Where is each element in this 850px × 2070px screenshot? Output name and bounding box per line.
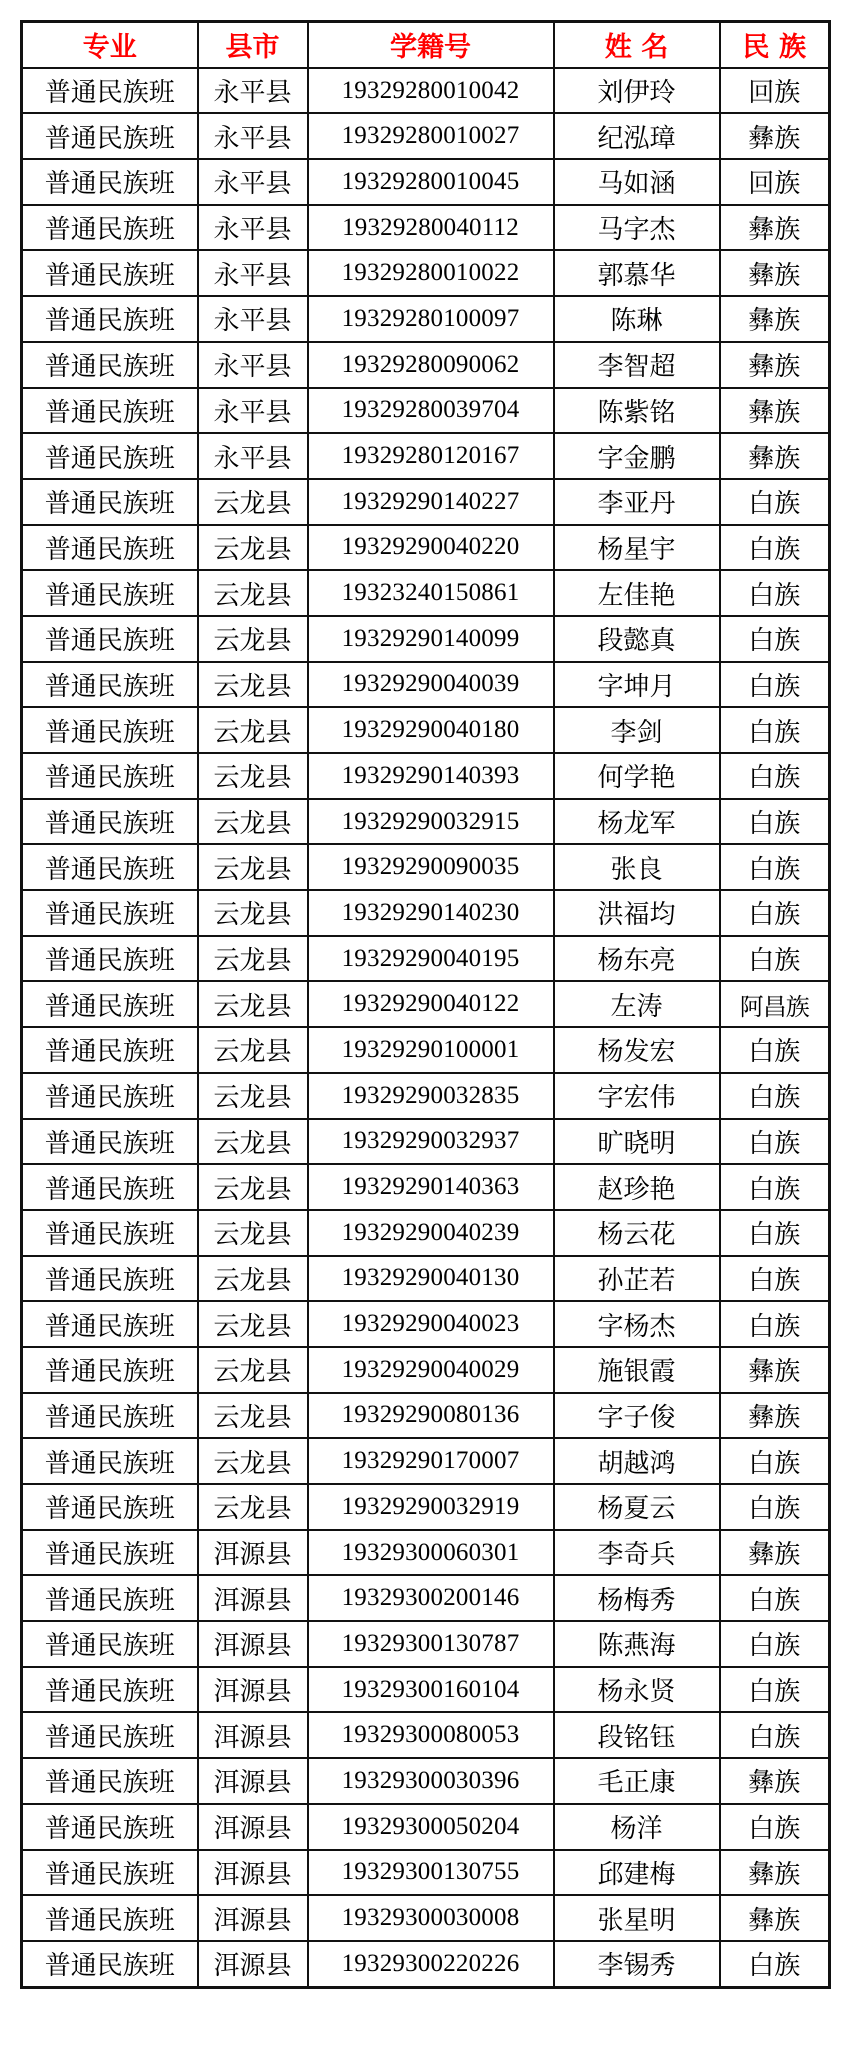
cell-county: 云龙县 (198, 616, 308, 662)
cell-ethnicity: 彝族 (720, 1393, 830, 1439)
cell-name: 李锡秀 (554, 1941, 720, 1987)
cell-county: 云龙县 (198, 890, 308, 936)
cell-name: 杨夏云 (554, 1484, 720, 1530)
cell-name: 字坤月 (554, 662, 720, 708)
cell-name: 杨云花 (554, 1210, 720, 1256)
cell-major: 普通民族班 (22, 936, 198, 982)
cell-county: 永平县 (198, 342, 308, 388)
cell-county: 永平县 (198, 205, 308, 251)
cell-county: 云龙县 (198, 1119, 308, 1165)
table-row (22, 1119, 830, 1165)
cell-county: 云龙县 (198, 1347, 308, 1393)
cell-student-id: 19329300060301 (308, 1530, 554, 1576)
cell-name: 李智超 (554, 342, 720, 388)
cell-major: 普通民族班 (22, 1301, 198, 1347)
cell-name: 邱建梅 (554, 1850, 720, 1896)
cell-major: 普通民族班 (22, 250, 198, 296)
cell-student-id: 19329300220226 (308, 1941, 554, 1987)
cell-student-id: 19329290032835 (308, 1073, 554, 1119)
table-row (22, 113, 830, 159)
cell-county: 洱源县 (198, 1850, 308, 1896)
cell-ethnicity: 白族 (720, 1027, 830, 1073)
cell-name: 字宏伟 (554, 1073, 720, 1119)
cell-major: 普通民族班 (22, 205, 198, 251)
table-row (22, 799, 830, 845)
cell-ethnicity: 回族 (720, 159, 830, 205)
cell-name: 段懿真 (554, 616, 720, 662)
cell-student-id: 19329290040023 (308, 1301, 554, 1347)
cell-student-id: 19329280039704 (308, 388, 554, 434)
table-row (22, 1850, 830, 1896)
cell-major: 普通民族班 (22, 799, 198, 845)
table-row (22, 1712, 830, 1758)
cell-name: 杨梅秀 (554, 1575, 720, 1621)
table-row (22, 433, 830, 479)
cell-name: 洪福均 (554, 890, 720, 936)
table-row (22, 1027, 830, 1073)
cell-name: 李奇兵 (554, 1530, 720, 1576)
cell-major: 普通民族班 (22, 1119, 198, 1165)
table-row (22, 1393, 830, 1439)
cell-student-id: 19329290040122 (308, 981, 554, 1027)
header-county: 县市 (198, 22, 308, 68)
cell-student-id: 19329290140227 (308, 479, 554, 525)
cell-name: 李亚丹 (554, 479, 720, 525)
table-row (22, 1347, 830, 1393)
cell-major: 普通民族班 (22, 1393, 198, 1439)
cell-major: 普通民族班 (22, 1621, 198, 1667)
cell-ethnicity: 白族 (720, 1210, 830, 1256)
cell-name: 杨龙军 (554, 799, 720, 845)
cell-ethnicity: 白族 (720, 707, 830, 753)
cell-name: 施银霞 (554, 1347, 720, 1393)
cell-county: 云龙县 (198, 662, 308, 708)
cell-ethnicity: 白族 (720, 936, 830, 982)
cell-ethnicity: 白族 (720, 890, 830, 936)
cell-county: 云龙县 (198, 479, 308, 525)
cell-ethnicity: 白族 (720, 570, 830, 616)
table-row (22, 296, 830, 342)
cell-county: 云龙县 (198, 1301, 308, 1347)
cell-county: 永平县 (198, 433, 308, 479)
cell-major: 普通民族班 (22, 113, 198, 159)
cell-student-id: 19329300030396 (308, 1758, 554, 1804)
cell-student-id: 19329300080053 (308, 1712, 554, 1758)
cell-student-id: 19329290040180 (308, 707, 554, 753)
cell-county: 云龙县 (198, 1484, 308, 1530)
cell-ethnicity: 白族 (720, 1804, 830, 1850)
cell-name: 赵珍艳 (554, 1164, 720, 1210)
cell-name: 左佳艳 (554, 570, 720, 616)
table-row (22, 1530, 830, 1576)
cell-name: 陈紫铭 (554, 388, 720, 434)
cell-ethnicity: 彝族 (720, 205, 830, 251)
table-row (22, 753, 830, 799)
table-row (22, 1256, 830, 1302)
cell-student-id: 19329280010042 (308, 68, 554, 114)
cell-name: 胡越鸿 (554, 1438, 720, 1484)
cell-major: 普通民族班 (22, 479, 198, 525)
cell-county: 洱源县 (198, 1941, 308, 1987)
table-header (22, 22, 830, 68)
table-row (22, 662, 830, 708)
cell-county: 洱源县 (198, 1530, 308, 1576)
cell-county: 永平县 (198, 388, 308, 434)
cell-student-id: 19329290140393 (308, 753, 554, 799)
cell-county: 永平县 (198, 113, 308, 159)
table-row (22, 68, 830, 114)
cell-student-id: 19329290080136 (308, 1393, 554, 1439)
cell-ethnicity: 白族 (720, 1256, 830, 1302)
table-row (22, 1210, 830, 1256)
cell-major: 普通民族班 (22, 1895, 198, 1941)
cell-student-id: 19329300160104 (308, 1667, 554, 1713)
cell-ethnicity: 彝族 (720, 250, 830, 296)
cell-student-id: 19329290040239 (308, 1210, 554, 1256)
cell-county: 洱源县 (198, 1712, 308, 1758)
cell-major: 普通民族班 (22, 1530, 198, 1576)
cell-student-id: 19329280120167 (308, 433, 554, 479)
cell-student-id: 19329290140230 (308, 890, 554, 936)
cell-county: 永平县 (198, 68, 308, 114)
cell-county: 永平县 (198, 159, 308, 205)
table-row (22, 1667, 830, 1713)
cell-major: 普通民族班 (22, 525, 198, 571)
cell-county: 云龙县 (198, 1393, 308, 1439)
table-row (22, 525, 830, 571)
cell-name: 杨洋 (554, 1804, 720, 1850)
cell-name: 段铭钰 (554, 1712, 720, 1758)
table-row (22, 1621, 830, 1667)
table-row (22, 479, 830, 525)
cell-ethnicity: 彝族 (720, 342, 830, 388)
cell-major: 普通民族班 (22, 1758, 198, 1804)
cell-ethnicity: 彝族 (720, 113, 830, 159)
cell-name: 张星明 (554, 1895, 720, 1941)
cell-name: 陈燕海 (554, 1621, 720, 1667)
table-row (22, 936, 830, 982)
cell-student-id: 19329300130787 (308, 1621, 554, 1667)
cell-major: 普通民族班 (22, 388, 198, 434)
cell-student-id: 19329290032915 (308, 799, 554, 845)
cell-student-id: 19329280010027 (308, 113, 554, 159)
cell-major: 普通民族班 (22, 1575, 198, 1621)
cell-ethnicity: 白族 (720, 479, 830, 525)
cell-ethnicity: 彝族 (720, 1895, 830, 1941)
cell-county: 云龙县 (198, 799, 308, 845)
cell-major: 普通民族班 (22, 662, 198, 708)
cell-ethnicity: 白族 (720, 844, 830, 890)
cell-name: 杨东亮 (554, 936, 720, 982)
table-row (22, 1301, 830, 1347)
table-row (22, 1895, 830, 1941)
cell-major: 普通民族班 (22, 1667, 198, 1713)
cell-name: 刘伊玲 (554, 68, 720, 114)
table-row (22, 388, 830, 434)
table-row (22, 1438, 830, 1484)
cell-major: 普通民族班 (22, 68, 198, 114)
cell-student-id: 19329290040039 (308, 662, 554, 708)
cell-student-id: 19329290140363 (308, 1164, 554, 1210)
cell-student-id: 19329280100097 (308, 296, 554, 342)
cell-major: 普通民族班 (22, 296, 198, 342)
cell-major: 普通民族班 (22, 1164, 198, 1210)
cell-name: 陈琳 (554, 296, 720, 342)
cell-county: 云龙县 (198, 1027, 308, 1073)
cell-name: 马字杰 (554, 205, 720, 251)
cell-name: 郭慕华 (554, 250, 720, 296)
cell-name: 旷晓明 (554, 1119, 720, 1165)
cell-county: 云龙县 (198, 525, 308, 571)
cell-ethnicity: 白族 (720, 1073, 830, 1119)
cell-major: 普通民族班 (22, 1347, 198, 1393)
table-row (22, 616, 830, 662)
cell-ethnicity: 白族 (720, 753, 830, 799)
cell-name: 孙芷若 (554, 1256, 720, 1302)
table-row (22, 1575, 830, 1621)
cell-student-id: 19329290040029 (308, 1347, 554, 1393)
cell-student-id: 19329290170007 (308, 1438, 554, 1484)
cell-major: 普通民族班 (22, 1712, 198, 1758)
table-row (22, 159, 830, 205)
cell-county: 云龙县 (198, 570, 308, 616)
cell-name: 杨永贤 (554, 1667, 720, 1713)
cell-student-id: 19329300050204 (308, 1804, 554, 1850)
header-major: 专业 (22, 22, 198, 68)
table-row (22, 1758, 830, 1804)
cell-name: 左涛 (554, 981, 720, 1027)
table-row (22, 707, 830, 753)
cell-ethnicity: 白族 (720, 1119, 830, 1165)
cell-major: 普通民族班 (22, 707, 198, 753)
cell-name: 何学艳 (554, 753, 720, 799)
cell-county: 云龙县 (198, 981, 308, 1027)
table-row (22, 981, 830, 1027)
cell-county: 洱源县 (198, 1758, 308, 1804)
cell-major: 普通民族班 (22, 1256, 198, 1302)
cell-major: 普通民族班 (22, 1484, 198, 1530)
cell-county: 永平县 (198, 296, 308, 342)
cell-student-id: 19329290032919 (308, 1484, 554, 1530)
cell-ethnicity: 白族 (720, 1484, 830, 1530)
cell-student-id: 19329280040112 (308, 205, 554, 251)
table-row (22, 1073, 830, 1119)
cell-county: 云龙县 (198, 936, 308, 982)
cell-ethnicity: 白族 (720, 525, 830, 571)
cell-student-id: 19329300130755 (308, 1850, 554, 1896)
header-student-id: 学籍号 (308, 22, 554, 68)
cell-county: 永平县 (198, 250, 308, 296)
cell-student-id: 19329290040220 (308, 525, 554, 571)
cell-name: 字子俊 (554, 1393, 720, 1439)
cell-county: 洱源县 (198, 1804, 308, 1850)
cell-student-id: 19329290032937 (308, 1119, 554, 1165)
cell-name: 毛正康 (554, 1758, 720, 1804)
cell-ethnicity: 彝族 (720, 1758, 830, 1804)
cell-ethnicity: 白族 (720, 1941, 830, 1987)
student-list-sheet (20, 20, 828, 2052)
cell-county: 洱源县 (198, 1667, 308, 1713)
cell-county: 云龙县 (198, 753, 308, 799)
cell-major: 普通民族班 (22, 570, 198, 616)
table-row (22, 570, 830, 616)
cell-name: 杨发宏 (554, 1027, 720, 1073)
cell-ethnicity: 彝族 (720, 296, 830, 342)
cell-ethnicity: 彝族 (720, 388, 830, 434)
cell-ethnicity: 回族 (720, 68, 830, 114)
cell-name: 马如涵 (554, 159, 720, 205)
cell-name: 杨星宇 (554, 525, 720, 571)
cell-major: 普通民族班 (22, 342, 198, 388)
cell-major: 普通民族班 (22, 1073, 198, 1119)
cell-major: 普通民族班 (22, 753, 198, 799)
table-row (22, 250, 830, 296)
cell-major: 普通民族班 (22, 981, 198, 1027)
table-row (22, 205, 830, 251)
cell-ethnicity: 白族 (720, 1301, 830, 1347)
cell-major: 普通民族班 (22, 433, 198, 479)
cell-name: 李剑 (554, 707, 720, 753)
cell-major: 普通民族班 (22, 844, 198, 890)
cell-student-id: 19329290140099 (308, 616, 554, 662)
cell-ethnicity: 白族 (720, 799, 830, 845)
cell-major: 普通民族班 (22, 1850, 198, 1896)
cell-ethnicity: 白族 (720, 1621, 830, 1667)
table-row (22, 1941, 830, 1987)
cell-ethnicity: 彝族 (720, 1347, 830, 1393)
cell-ethnicity: 白族 (720, 1575, 830, 1621)
cell-county: 云龙县 (198, 1438, 308, 1484)
cell-county: 云龙县 (198, 844, 308, 890)
cell-name: 纪泓璋 (554, 113, 720, 159)
cell-student-id: 19329280010045 (308, 159, 554, 205)
table-row (22, 1804, 830, 1850)
cell-ethnicity: 白族 (720, 616, 830, 662)
cell-major: 普通民族班 (22, 1027, 198, 1073)
table-row (22, 1484, 830, 1530)
cell-major: 普通民族班 (22, 1210, 198, 1256)
cell-county: 洱源县 (198, 1895, 308, 1941)
cell-major: 普通民族班 (22, 616, 198, 662)
table-row (22, 844, 830, 890)
cell-county: 云龙县 (198, 1073, 308, 1119)
cell-major: 普通民族班 (22, 890, 198, 936)
table-row (22, 342, 830, 388)
cell-student-id: 19329290040130 (308, 1256, 554, 1302)
header-ethnicity: 民 族 (720, 22, 830, 68)
cell-ethnicity: 白族 (720, 662, 830, 708)
cell-student-id: 19329280090062 (308, 342, 554, 388)
cell-ethnicity: 白族 (720, 1712, 830, 1758)
cell-major: 普通民族班 (22, 1941, 198, 1987)
cell-county: 洱源县 (198, 1575, 308, 1621)
table-body (22, 68, 830, 1987)
cell-major: 普通民族班 (22, 1438, 198, 1484)
cell-student-id: 19329290100001 (308, 1027, 554, 1073)
cell-major: 普通民族班 (22, 159, 198, 205)
cell-county: 云龙县 (198, 1164, 308, 1210)
header-name: 姓 名 (554, 22, 720, 68)
cell-county: 云龙县 (198, 1210, 308, 1256)
cell-county: 洱源县 (198, 1621, 308, 1667)
cell-student-id: 19323240150861 (308, 570, 554, 616)
cell-major: 普通民族班 (22, 1804, 198, 1850)
cell-ethnicity: 彝族 (720, 1850, 830, 1896)
cell-ethnicity: 白族 (720, 1438, 830, 1484)
cell-ethnicity: 彝族 (720, 433, 830, 479)
cell-county: 云龙县 (198, 1256, 308, 1302)
cell-county: 云龙县 (198, 707, 308, 753)
cell-student-id: 19329290040195 (308, 936, 554, 982)
cell-student-id: 19329280010022 (308, 250, 554, 296)
cell-ethnicity: 阿昌族 (720, 981, 830, 1027)
student-table (20, 20, 831, 1989)
cell-ethnicity: 白族 (720, 1164, 830, 1210)
cell-name: 张良 (554, 844, 720, 890)
cell-student-id: 19329290090035 (308, 844, 554, 890)
table-row (22, 1164, 830, 1210)
cell-ethnicity: 白族 (720, 1667, 830, 1713)
cell-student-id: 19329300030008 (308, 1895, 554, 1941)
cell-ethnicity: 彝族 (720, 1530, 830, 1576)
cell-name: 字杨杰 (554, 1301, 720, 1347)
cell-name: 字金鹏 (554, 433, 720, 479)
table-row (22, 890, 830, 936)
cell-student-id: 19329300200146 (308, 1575, 554, 1621)
header-row (22, 22, 830, 68)
